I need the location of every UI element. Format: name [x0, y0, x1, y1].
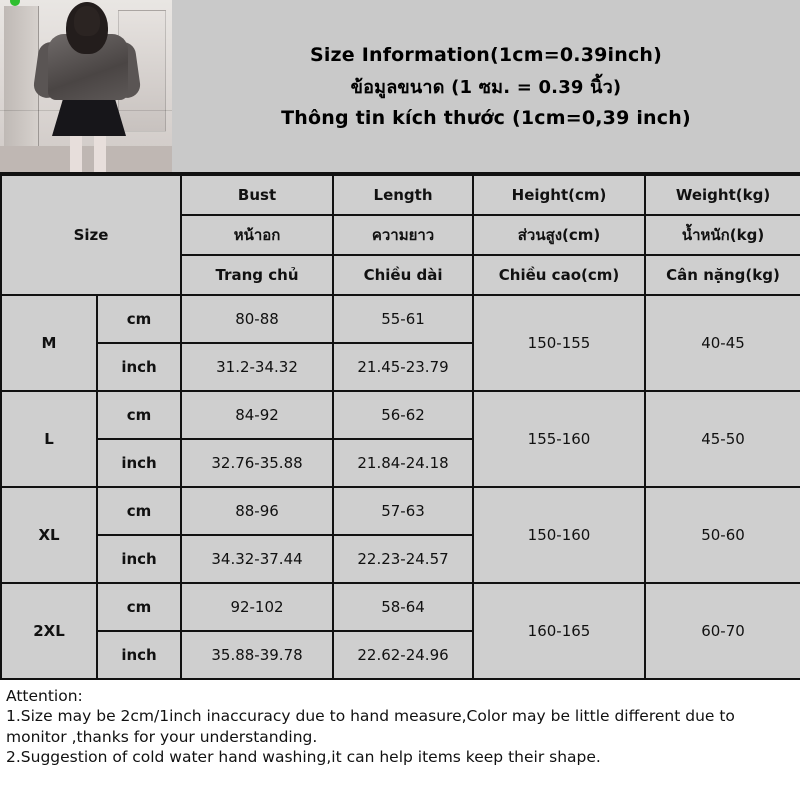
header [0, 0, 800, 174]
header-bust-vi: Trang chủ [181, 255, 333, 295]
row-l-weight: 45-50 [645, 391, 800, 487]
photo-floor [0, 146, 172, 172]
photo-model-head [74, 6, 100, 36]
row-size-m: M [1, 295, 97, 391]
size-table [0, 174, 800, 680]
table-header-row-en [1, 175, 800, 215]
row-m-length-cm: 55-61 [333, 295, 473, 343]
row-xl-weight: 50-60 [645, 487, 800, 583]
header-bust-en: Bust [181, 175, 333, 215]
table-row [1, 487, 800, 535]
row-xl-unit-inch: inch [97, 535, 181, 583]
row-size-2xl: 2XL [1, 583, 97, 679]
photo-model-leg-right [94, 134, 106, 172]
row-xl-length-inch: 22.23-24.57 [333, 535, 473, 583]
header-size: Size [1, 175, 181, 295]
header-height-vi: Chiều cao(cm) [473, 255, 645, 295]
row-m-weight: 40-45 [645, 295, 800, 391]
row-size-l: L [1, 391, 97, 487]
row-xl-unit-cm: cm [97, 487, 181, 535]
photo-model-skirt [52, 96, 126, 136]
row-2xl-length-cm: 58-64 [333, 583, 473, 631]
row-l-unit-cm: cm [97, 391, 181, 439]
title-thai: ข้อมูลขนาด (1 ซม. = 0.39 นิ้ว) [350, 76, 622, 98]
row-l-bust-inch: 32.76-35.88 [181, 439, 333, 487]
header-bust-th: หน้าอก [181, 215, 333, 255]
row-2xl-bust-inch: 35.88-39.78 [181, 631, 333, 679]
row-xl-length-cm: 57-63 [333, 487, 473, 535]
row-xl-bust-cm: 88-96 [181, 487, 333, 535]
row-l-unit-inch: inch [97, 439, 181, 487]
table-row [1, 391, 800, 439]
row-2xl-bust-cm: 92-102 [181, 583, 333, 631]
product-photo [0, 0, 172, 172]
row-2xl-height: 160-165 [473, 583, 645, 679]
header-length-en: Length [333, 175, 473, 215]
title-english: Size Information(1cm=0.39inch) [309, 43, 663, 66]
header-weight-vi: Cân nặng(kg) [645, 255, 800, 295]
header-height-th: ส่วนสูง(cm) [473, 215, 645, 255]
row-l-bust-cm: 84-92 [181, 391, 333, 439]
header-length-th: ความยาว [333, 215, 473, 255]
row-xl-bust-inch: 34.32-37.44 [181, 535, 333, 583]
table-row [1, 583, 800, 631]
row-2xl-unit-cm: cm [97, 583, 181, 631]
header-length-vi: Chiều dài [333, 255, 473, 295]
row-2xl-length-inch: 22.62-24.96 [333, 631, 473, 679]
header-weight-th: น้ำหนัก(kg) [645, 215, 800, 255]
attention-line-1: 1.Size may be 2cm/1inch inaccuracy due to hand measure,Color may be little different due to monitor ,thanks for your understanding. [6, 707, 735, 746]
header-height-en: Height(cm) [473, 175, 645, 215]
title-vietnamese: Thông tin kích thước (1cm=0,39 inch) [281, 106, 691, 129]
row-2xl-weight: 60-70 [645, 583, 800, 679]
photo-model-leg-left [70, 134, 82, 172]
table-row [1, 295, 800, 343]
row-m-length-inch: 21.45-23.79 [333, 343, 473, 391]
attention-block [0, 680, 800, 768]
row-l-length-inch: 21.84-24.18 [333, 439, 473, 487]
row-xl-height: 150-160 [473, 487, 645, 583]
row-l-height: 155-160 [473, 391, 645, 487]
attention-heading: Attention: [6, 687, 83, 705]
row-2xl-unit-inch: inch [97, 631, 181, 679]
row-size-xl: XL [1, 487, 97, 583]
row-l-length-cm: 56-62 [333, 391, 473, 439]
header-weight-en: Weight(kg) [645, 175, 800, 215]
row-m-bust-inch: 31.2-34.32 [181, 343, 333, 391]
row-m-unit-cm: cm [97, 295, 181, 343]
title-block [172, 0, 800, 172]
row-m-unit-inch: inch [97, 343, 181, 391]
attention-line-2: 2.Suggestion of cold water hand washing,it can help items keep their shape. [6, 748, 601, 767]
row-m-bust-cm: 80-88 [181, 295, 333, 343]
row-m-height: 150-155 [473, 295, 645, 391]
